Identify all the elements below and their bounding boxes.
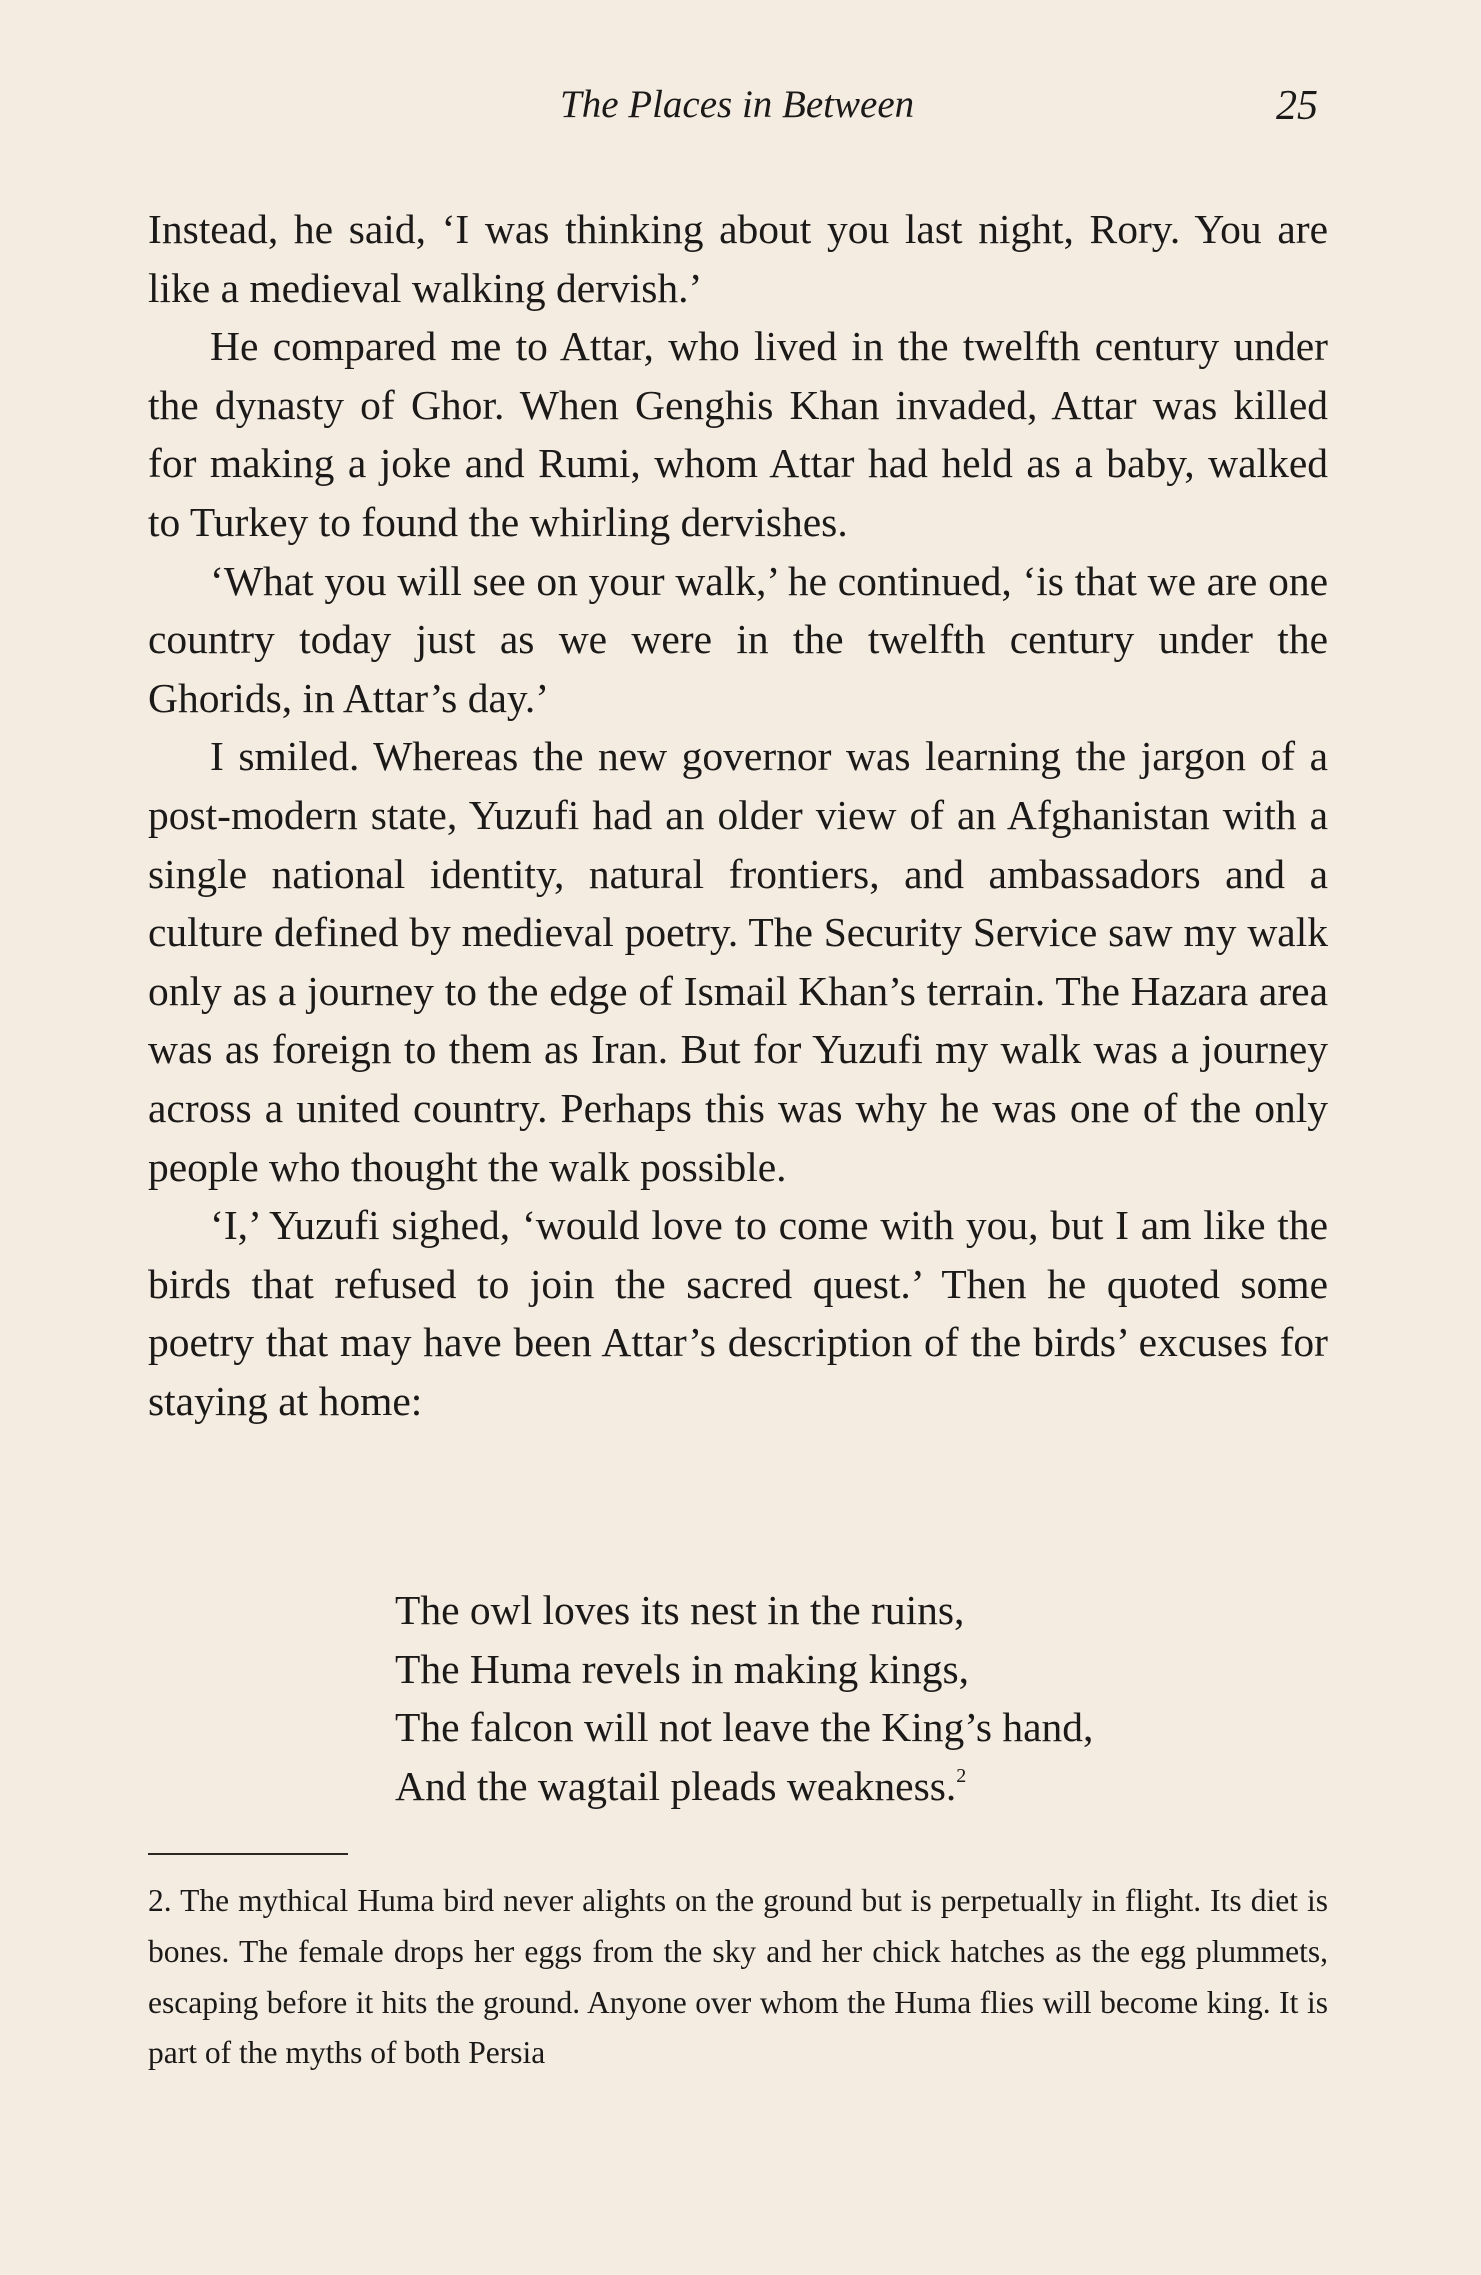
paragraph: ‘What you will see on your walk,’ he continued, ‘is that we are one country today just as we were in the twelfth century under the Ghorids, in Attar’s day.’: [148, 557, 1328, 721]
verse-line: The owl loves its nest in the ruins,: [395, 1587, 965, 1633]
footnote-text: 2. The mythical Huma bird never alights on the ground but is perpetually in flight. Its diet is bones. The female drops her eggs from the sky and her chick hatches as the egg plummets, escaping before it hits the ground. Anyone over whom the Huma flies will become king. It is part of the myths of both Persia: [148, 1883, 1328, 2071]
paragraph: I smiled. Whereas the new governor was learning the jargon of a post-modern state, Yuzufi had an older view of an Afghanistan with a single national identity, natural frontiers, and ambassadors and a culture defined by medieval poetry. The Security Service saw my walk only as a journey to the edge of Ismail Khan’s terrain. The Hazara area was as foreign to them as Iran. But for Yuzufi my walk was a journey across a united country. Perhaps this was why he was one of the only people who thought the walk possible.: [148, 733, 1328, 1190]
running-title: The Places in Between: [560, 83, 915, 126]
verse-line-last: [395, 1757, 1093, 1816]
verse-quote: [395, 1581, 1093, 1815]
verse-line: The falcon will not leave the King’s hand,: [395, 1704, 1094, 1751]
verse-line-text: And the wagtail pleads weakness.: [395, 1762, 957, 1809]
paragraph: ‘I,’ Yuzufi sighed, ‘would love to come with you, but I am like the birds that refused to join the sacred quest.’ Then he quoted some poetry that may have been Attar’s description of the birds’ excuses for staying at home:: [148, 1202, 1328, 1424]
body-text: [148, 200, 1328, 1430]
running-head: [0, 82, 1481, 142]
verse-line: The Huma revels in making kings,: [395, 1645, 969, 1692]
paragraph: He compared me to Attar, who lived in the twelfth century under the dynasty of Ghor. When Genghis Khan invaded, Attar was killed for making a joke and Rumi, whom Attar had held as a baby, walked to Turkey to found the whirling dervishes.: [148, 323, 1328, 545]
footnote-marker[interactable]: 2: [956, 1764, 967, 1787]
footnote: [148, 1876, 1328, 2079]
paragraph: Instead, he said, ‘I was thinking about you last night, Rory. You are like a medieval walking dervish.’: [148, 206, 1328, 311]
page-number: 25: [1276, 83, 1318, 129]
footnote-divider: [148, 1853, 348, 1855]
